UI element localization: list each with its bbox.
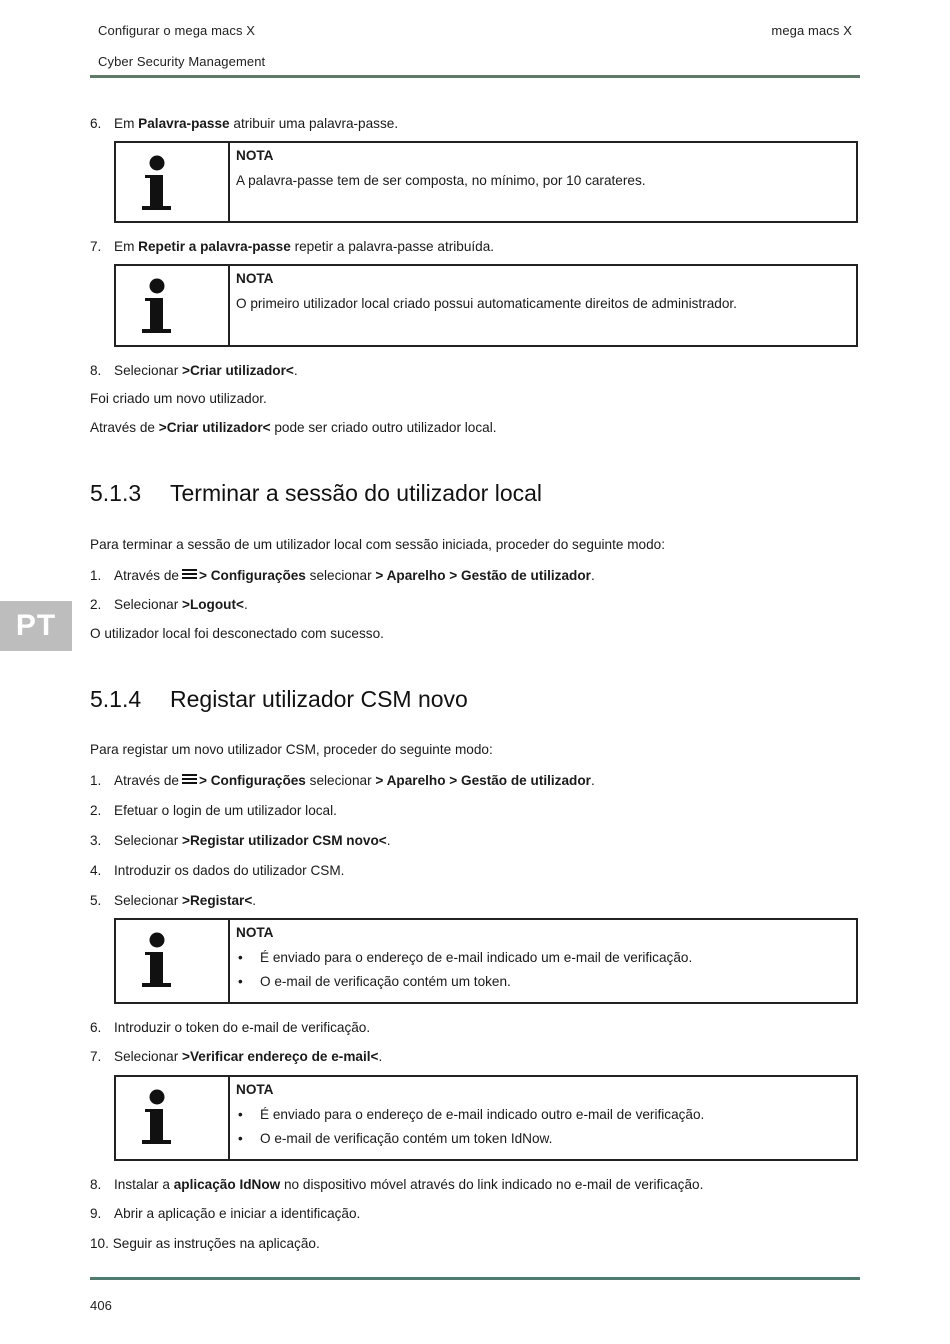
section-number: 5.1.3 [90,480,142,506]
ui-field-name: Repetir a palavra-passe [138,239,291,254]
note-title: NOTA [236,925,274,940]
ui-button-name: >Verificar endereço de e-mail< [182,1049,379,1064]
more-text [90,420,497,435]
note-icon-cell [116,143,230,221]
step-text: Em [114,116,139,131]
step-number: 3. [90,833,102,848]
section-title: Registar utilizador CSM novo [170,686,468,712]
step-1 [90,568,595,583]
step-8 [90,363,298,378]
step-number: 5. [90,893,102,908]
menu-path: > Aparelho > Gestão de utilizador [375,773,591,788]
text: pode ser criado outro utilizador local. [270,420,497,435]
step-text: Instalar a [114,1177,174,1192]
step-number: 9. [90,1206,102,1221]
step-text: no dispositivo móvel através do link indicado no e-mail de verificação. [280,1177,704,1192]
step-number: 7. [90,239,102,254]
info-icon [139,932,175,988]
step-7 [90,239,494,254]
note-bullet: • O e-mail de verificação contém um token IdNow. [236,1131,856,1146]
step-text: Introduzir os dados do utilizador CSM. [114,863,345,878]
info-icon [139,278,175,334]
step-text: Selecionar [114,363,183,378]
menu-path: > Configurações [198,773,306,788]
header-rule [90,75,860,78]
note-box [114,264,858,347]
step-number: 8. [90,363,102,378]
ui-button-name: >Criar utilizador< [182,363,294,378]
note-text: O primeiro utilizador local criado possui automaticamente direitos de administrador. [236,296,737,311]
step-text: . [378,1049,383,1064]
step-text: Selecionar [114,597,183,612]
ui-button-name: >Logout< [182,597,244,612]
step-number: 7. [90,1049,102,1064]
header-section: Cyber Security Management [98,54,266,69]
info-icon [139,1089,175,1145]
note-bullet: • É enviado para o endereço de e-mail indicado um e-mail de verificação. [236,950,856,965]
step-number: 1. [90,568,102,583]
menu-icon [182,774,197,784]
step-text: selecionar [305,773,376,788]
ui-button-name: >Criar utilizador< [158,420,271,435]
step-2 [90,803,337,818]
step-text: . [243,597,248,612]
menu-path: > Configurações [198,568,306,583]
header-product: mega macs X [771,23,852,38]
menu-icon [182,569,197,579]
section-heading-513 [90,480,542,507]
step-9 [90,1206,360,1221]
step-text: Em [114,239,139,254]
note-box [114,918,858,1004]
step-text: . [590,568,595,583]
step-number: 6. [90,1020,102,1035]
step-text: selecionar [305,568,376,583]
step-text: Seguir as instruções na aplicação. [112,1236,320,1251]
step-number: 2. [90,597,102,612]
step-text: Introduzir o token do e-mail de verificação. [114,1020,371,1035]
result-text: Foi criado um novo utilizador. [90,391,267,406]
result-text: O utilizador local foi desconectado com sucesso. [90,626,384,641]
note-title: NOTA [236,148,274,163]
note-bullets [236,950,856,989]
note-bullets [236,1107,856,1146]
step-6 [90,1020,370,1035]
step-text: . [252,893,257,908]
note-icon-cell [116,1077,230,1159]
step-text: Abrir a aplicação e iniciar a identificação. [114,1206,361,1221]
note-icon-cell [116,266,230,345]
page-number: 406 [90,1298,112,1313]
step-6 [90,116,398,131]
section-intro: Para terminar a sessão de um utilizador local com sessão iniciada, proceder do seguinte modo: [90,537,666,552]
note-title: NOTA [236,1082,274,1097]
step-number: 8. [90,1177,102,1192]
step-text: Através de [114,773,179,788]
step-text: Efetuar o login de um utilizador local. [114,803,337,818]
note-text: A palavra-passe tem de ser composta, no mínimo, por 10 carateres. [236,173,646,188]
app-name: aplicação IdNow [173,1177,281,1192]
header-chapter: Configurar o mega macs X [98,23,256,38]
ui-field-name: Palavra-passe [138,116,230,131]
section-heading-514 [90,686,468,713]
section-number: 5.1.4 [90,686,142,712]
step-text: . [590,773,595,788]
step-5 [90,893,256,908]
step-number: 10. [90,1236,109,1251]
step-number: 6. [90,116,102,131]
note-bullet: • O e-mail de verificação contém um token. [236,974,856,989]
step-text: . [293,363,298,378]
step-text: Através de [114,568,179,583]
menu-path: > Aparelho > Gestão de utilizador [375,568,591,583]
language-tab: PT [0,601,72,651]
step-number: 4. [90,863,102,878]
step-number: 2. [90,803,102,818]
note-bullet: • É enviado para o endereço de e-mail indicado outro e-mail de verificação. [236,1107,856,1122]
step-text: Selecionar [114,833,183,848]
step-10 [90,1236,320,1251]
note-box [114,141,858,223]
note-box [114,1075,858,1161]
step-7 [90,1049,382,1064]
step-3 [90,833,391,848]
footer-rule [90,1277,860,1280]
note-icon-cell [116,920,230,1002]
info-icon [139,155,175,211]
step-4 [90,863,344,878]
step-text: . [386,833,391,848]
step-number: 1. [90,773,102,788]
step-8 [90,1177,703,1192]
ui-button-name: >Registar< [182,893,253,908]
step-1 [90,773,595,788]
note-title: NOTA [236,271,274,286]
text: Através de [90,420,159,435]
step-text: atribuir uma palavra-passe. [229,116,399,131]
step-text: Selecionar [114,893,183,908]
step-text: Selecionar [114,1049,183,1064]
section-intro: Para registar um novo utilizador CSM, proceder do seguinte modo: [90,742,493,757]
step-text: repetir a palavra-passe atribuída. [290,239,495,254]
ui-button-name: >Registar utilizador CSM novo< [182,833,387,848]
step-2 [90,597,248,612]
section-title: Terminar a sessão do utilizador local [170,480,543,506]
